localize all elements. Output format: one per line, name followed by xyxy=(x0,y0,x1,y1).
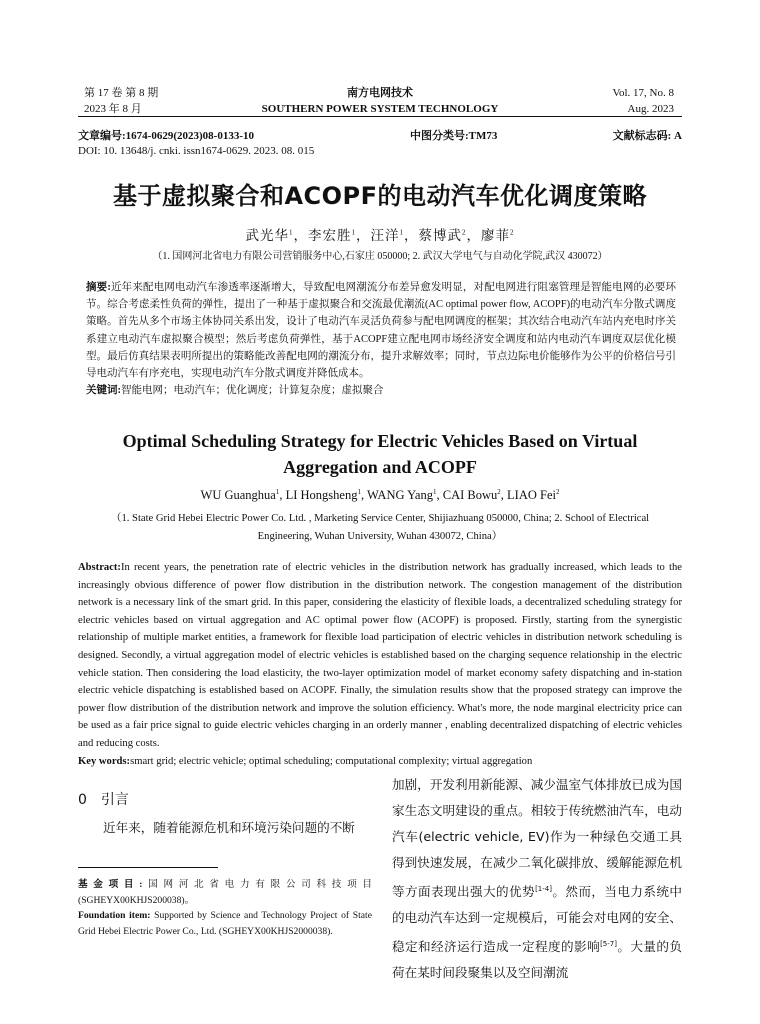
keywords-label-en: Key words: xyxy=(78,755,131,767)
title-en: Optimal Scheduling Strategy for Electric Vehicles Based on Virtual Aggregation and ACOPF xyxy=(122,431,638,477)
author-affiliation-mark: 1 xyxy=(289,228,294,237)
volume-en: Vol. 17, No. 8 xyxy=(612,87,674,99)
author-affiliation-mark: 2 xyxy=(555,488,560,496)
author-affiliation-mark: 2 xyxy=(510,228,515,237)
affiliation-cn: （1. 国网河北省电力有限公司营销服务中心,石家庄 050000; 2. 武汉大学电气与自动化学院,武汉 430072） xyxy=(152,251,608,262)
date-cn: 2023 年 8 月 xyxy=(84,103,142,115)
intro-text-1: 加剧，开发利用新能源、减少温室气体排放已成为国家生态文明建设的重点。相较于传统燃油汽车，电动汽车(electric vehicle, EV)作为一种绿色交通工具得到快速发展，在减少二氧化碳排放、缓解能源危机等方面表现出强大的优势 xyxy=(392,777,682,900)
abstract-en xyxy=(78,559,682,770)
author-affiliation-mark: 1 xyxy=(399,228,404,237)
author-name: WU Guanghua xyxy=(200,488,276,503)
fund-label-en: Foundation item: xyxy=(78,910,151,921)
volume-cn: 第 17 卷 第 8 期 xyxy=(84,87,159,99)
date-en: Aug. 2023 xyxy=(627,103,674,115)
author-affiliation-mark: 1 xyxy=(432,488,437,496)
author-name: 蔡博武 xyxy=(418,228,462,243)
citation[interactable]: [5-7] xyxy=(600,940,617,949)
doi[interactable]: DOI: 10. 13648/j. cnki. issn1674-0629. 2023. 08. 015 xyxy=(78,145,315,157)
intro-paragraph-left: 近年来，随着能源危机和环境污染问题的不断 xyxy=(103,820,355,835)
abstract-cn xyxy=(86,279,676,399)
author-name: LIAO Fei xyxy=(507,488,556,503)
clc-number: 中图分类号:TM73 xyxy=(410,130,498,142)
journal-en: SOUTHERN POWER SYSTEM TECHNOLOGY xyxy=(261,103,499,115)
abstract-text-en: In recent years, the penetration rate of electric vehicles in the distribution network has gradually increased, which leads to the increasingly obvious difference of power flow distribution in the distribution network. The congestion management of the distribution network is a necessary link of the smart grid. In this paper, considering the elasticity of flexible loads, a decentralized scheduling strategy for electric vehicles based on virtual aggregation and AC optimal power flow (ACOPF) is proposed. Firstly, starting from the synergistic relationship of multiple market entities, a framework for flexible load participation of electric vehicles in distribution network scheduling is designed. Secondly, a virtual aggregation model of electric vehicles is established based on the charging sequence relationship in the electric vehicle station. Then considering the load elasticity, the two-layer optimization model of market economy safety dispatching and in-station electric vehicle dispatching is established based on ACOPF. Finally, the simulation results show that the proposed strategy can improve the power flow distribution of the distribution network and improve the solution efficiency. What's more, the node marginal electricity price can be used as a fair price signal to guide electric vehicles charging in an orderly manner , enabling decentralized dispatching of electric vehicles and reducing costs. xyxy=(78,562,682,749)
fund-en: Supported by Science and Technology Project of State Grid Hebei Electric Power Co., Ltd. (SGHEYX00KHJS2000038). xyxy=(78,910,372,937)
header-rule xyxy=(78,116,682,117)
authors-en: WU Guanghua$^1$, LI Hongsheng$^1$, WANG Yang$^1$, CAI Bowu$^2$, LIAO Fei$^2$ xyxy=(200,488,560,503)
footnote-rule xyxy=(78,867,218,868)
keywords-cn: 智能电网；电动汽车；优化调度；计算复杂度；虚拟聚合 xyxy=(121,385,384,397)
intro-text-2: 。然而，当电力系统中的电动汽车达到一定规模后，可能会对电网的安全、稳定和经济运行造成一定程度的影响 xyxy=(392,884,683,955)
title-cn: 基于虚拟聚合和ACOPF的电动汽车优化调度策略 xyxy=(112,182,648,210)
abstract-text-cn: 近年来配电网电动汽车渗透率逐渐增大，导致配电网潮流分布差异愈发明显，对配电网进行阻塞管理是智能电网的必要环节。综合考虑柔性负荷的弹性，提出了一种基于虚拟聚合和交流最优潮流(AC optimal power flow, ACOPF)的电动汽车分散式调度策略。首先从多个市场主体协同关系出发，设计了电动汽车灵活负荷参与配电网调度的框架；其次结合电动汽车站内充电时序关系建立电动汽车虚拟聚合模型；然后考虑负荷弹性，基于ACOPF建立配电网市场经济安全调度和站内电动汽车调度双层优化模型。最后仿真结果表明所提出的策略能改善配电网的潮流分布，提升求解效率；同时，节点边际电价能够作为公平的价格信号引导电动汽车有序充电，实现电动汽车分散式调度并降低成本。 xyxy=(86,282,676,380)
author-name: 廖菲 xyxy=(481,228,510,243)
author-name: CAI Bowu xyxy=(442,488,498,503)
document-code: 文献标志码: A xyxy=(612,130,682,142)
author-name: 武光华 xyxy=(245,228,289,243)
fund-label-cn: 基金项目: xyxy=(78,879,143,890)
article-number: 文章编号:1674-0629(2023)08-0133-10 xyxy=(78,130,254,142)
authors-cn: 武光华$^1$，李宏胜$^1$，汪洋$^1$，蔡博武$^2$，廖菲$^2$ xyxy=(245,228,515,243)
affiliation-en: （1. State Grid Hebei Electric Power Co. Ltd. , Marketing Service Center, Shijiazhuang 050000, China; 2. School of Electrical Engineering, Wuhan University, Wuhan 430072, China） xyxy=(110,513,650,542)
intro-text-3: 。大量的负荷在某时间段聚集以及空间潮流 xyxy=(392,939,683,981)
author-name: 汪洋 xyxy=(370,228,400,243)
author-affiliation-mark: 2 xyxy=(497,488,501,496)
keywords-en: smart grid; electric vehicle; optimal scheduling; computational complexity; virtual aggregation xyxy=(130,755,533,767)
abstract-label-en: Abstract: xyxy=(78,562,121,573)
author-affiliation-mark: 1 xyxy=(357,488,361,496)
author-affiliation-mark: 1 xyxy=(275,488,280,496)
intro-paragraph-right xyxy=(392,772,682,986)
author-affiliation-mark: 1 xyxy=(351,228,356,237)
journal-cn: 南方电网技术 xyxy=(347,86,413,99)
author-name: 李宏胜 xyxy=(308,228,352,243)
author-affiliation-mark: 2 xyxy=(462,228,467,237)
footnote xyxy=(78,877,372,939)
author-name: LI Hongsheng xyxy=(285,488,358,503)
section-heading: 0 引言 xyxy=(78,792,129,808)
fund-cn: 国网河北省电力有限公司科技项目(SGHEYX00KHJS200038)。 xyxy=(78,879,372,906)
keywords-label-cn: 关键词: xyxy=(86,385,121,397)
citation[interactable]: [1-4] xyxy=(535,885,552,893)
issue-info-en xyxy=(612,85,674,117)
author-name: WANG Yang xyxy=(367,488,433,503)
abstract-label-cn: 摘要: xyxy=(86,282,111,293)
